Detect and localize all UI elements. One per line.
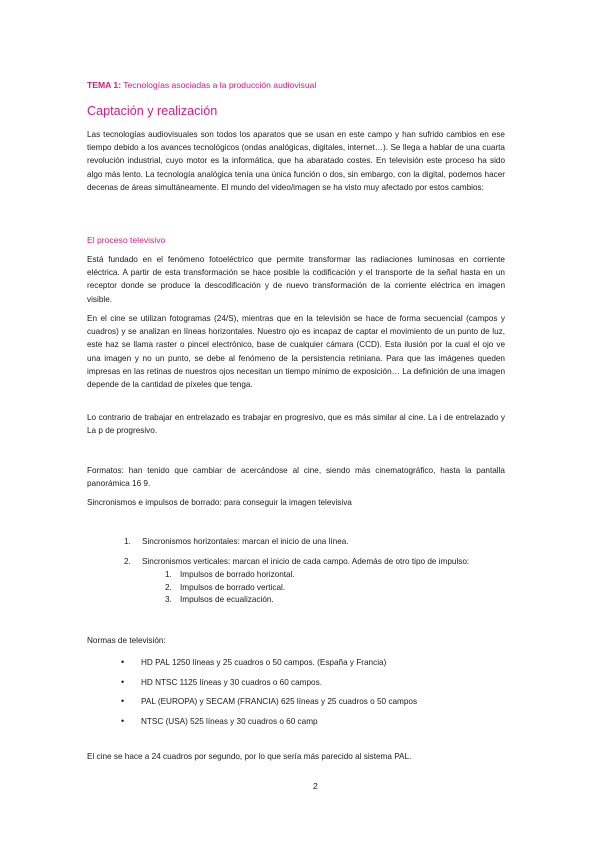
bullet-icon: • bbox=[121, 657, 125, 667]
section-heading: Captación y realización bbox=[87, 104, 218, 118]
intro-paragraph: Las tecnologías audiovisuales son todos los aparatos que se usan en este campo y han sufrido cambios en ese tiempo debido a los avances tecnológicos (ondas analógicas, digitales, internet…). Se llega a hablar de una cuarta revolución industrial, cuyo motor es la informática, que ha abaratado costes. En televisión este proceso ha sido algo más lento. La tecnología analógica tenía una única función o dos, sin embargo, con la digital, podemos hacer decenas de áreas simultáneamente. El mundo del video/imagen se ha visto muy afectado por estos cambios: bbox=[87, 130, 505, 192]
closing-paragraph: El cine se hace a 24 cuadros por segundo, por lo que sería más parecido al sistema PAL. bbox=[87, 752, 412, 761]
page-number: 2 bbox=[313, 781, 318, 791]
norms-title: Normas de televisión: bbox=[87, 636, 166, 645]
topic-label: TEMA 1: bbox=[87, 80, 122, 90]
paragraph-cine-television: En el cine se utilizan fotogramas (24/S), mientras que en la televisión se hace de forma secuencial (campos y cuadros) y se analizan en líneas horizontales. Nuestro ojo es incapaz de captar el movimiento de un punto de luz, este haz se llama raster o pincel electrónico, base de cualquier cámara (CCD). Esta ilusión por la cual el ojo ve una imagen y no un punto, se debe al fenómeno de la persistencia retiniana. Para que las imágenes queden impresas en las retinas de nuestros ojos necesitan un tiempo mínimo de exposición… La definición de una imagen depende de la cantidad de píxeles que tenga. bbox=[87, 314, 505, 390]
paragraph-entrelazado: Lo contrario de trabajar en entrelazado es trabajar en progresivo, que es más similar al cine. La i de entrelazado y La p de progresivo. bbox=[87, 413, 505, 436]
topic-line bbox=[87, 80, 316, 90]
topic-title: Tecnologías asociadas a la producción audiovisual bbox=[123, 80, 317, 90]
subsection-heading: El proceso televisivo bbox=[87, 235, 166, 245]
paragraph-formatos: Formatos: han tenido que cambiar de acercándose al cine, siendo más cinematográfico, hasta la pantalla panorámica 16 9. bbox=[87, 466, 505, 489]
bullet-icon: • bbox=[121, 715, 125, 726]
bullet-icon: • bbox=[121, 676, 125, 687]
bullet-icon: • bbox=[121, 696, 125, 706]
paragraph-fotoelectrico: Está fundado en el fenómeno fotoeléctrico que permite transformar las radiaciones luminosas en corriente eléctrica. A partir de esta transformación se hace posible la codificación y el transporte de la señal hasta en un receptor donde se produce la descodificación y de nuevo transformación de la corriente eléctrica en imagen visible. bbox=[87, 255, 505, 304]
sync-title: Sincronismos e impulsos de borrado: para conseguir la imagen televisiva bbox=[87, 498, 352, 507]
document-page: TEMA 1: Tecnologías asociadas a la producción audiovisual Captación y realización Las tecnologías audiovisuales son todos los aparatos que se usan en este campo y han sufrido cambios en ese tiempo debido a los avances tecnológicos (ondas analógicas, digitales, internet…). Se llega a hablar de una cuarta revolución industrial, cuyo motor es la informática, que ha abaratado costes. En televisión este proceso ha sido algo más lento. La tecnología analógica tenía una única función o dos, sin embargo, con la digital, podemos hacer decenas de áreas simultáneamente. El mundo del video/imagen se ha visto muy afectado por estos cambios: El proceso televisivo Está fundado en el fenómeno fotoeléctrico que permite transformar las radiaciones luminosas en corriente eléctrica. A partir de esta transformación se hace posible la codificación y el transporte de la señal hasta en un receptor donde se produce la descodificación y de nuevo transformación de la corriente eléctrica en imagen visible. En el cine se utilizan fotogramas (24/S), mientras que en la televisión se hace de forma secuencial (campos y cuadros) y se analizan en líneas horizontales. Nuestro ojo es incapaz de captar el movimiento de un punto de luz, este haz se llama raster o pincel electrónico, base de cualquier cámara (CCD). Esta ilusión por la cual el ojo ve una imagen y no un punto, se debe al fenómeno de la persistencia retiniana. Para que las imágenes queden impresas en las retinas de nuestros ojos necesitan un tiempo mínimo de exposición… La definición de una imagen depende de la cantidad de píxeles que tenga. Lo contrario de trabajar en entrelazado es trabajar en progresivo, que es más similar al cine. La i de entrelazado y La p de progresivo. Formatos: han tenido que cambiar de acercándose al cine, siendo más cinematográfico, hasta la pantalla panorámica 16 9. Sincronismos e impulsos de borrado: para conseguir la imagen televisiva 1. Sincronismos horizontales: marcan el inicio de una línea. 2. Sincronismos verticales: marcan el inicio de cada campo. Además de otro tipo de impulso: 1. Impulsos de borrado horizontal. 2. Impulsos de borrado vertical. 3. Impulsos de ecualización. Normas de televisión: • HD PAL 1250 líneas y 25 cuadros o 50 campos. (España y Francia) • HD NTSC 1125 líneas y 30 cuadros o 60 campos. • PAL (EUROPA) y SECAM (FRANCIA) 625 líneas y 25 cuadros o 50 campos • NTSC (USA) 525 líneas y 30 cuadros o 60 camp El cine se hace a 24 cuadros por segundo, por lo que sería más parecido al sistema PAL. 2 bbox=[87, 80, 505, 791]
